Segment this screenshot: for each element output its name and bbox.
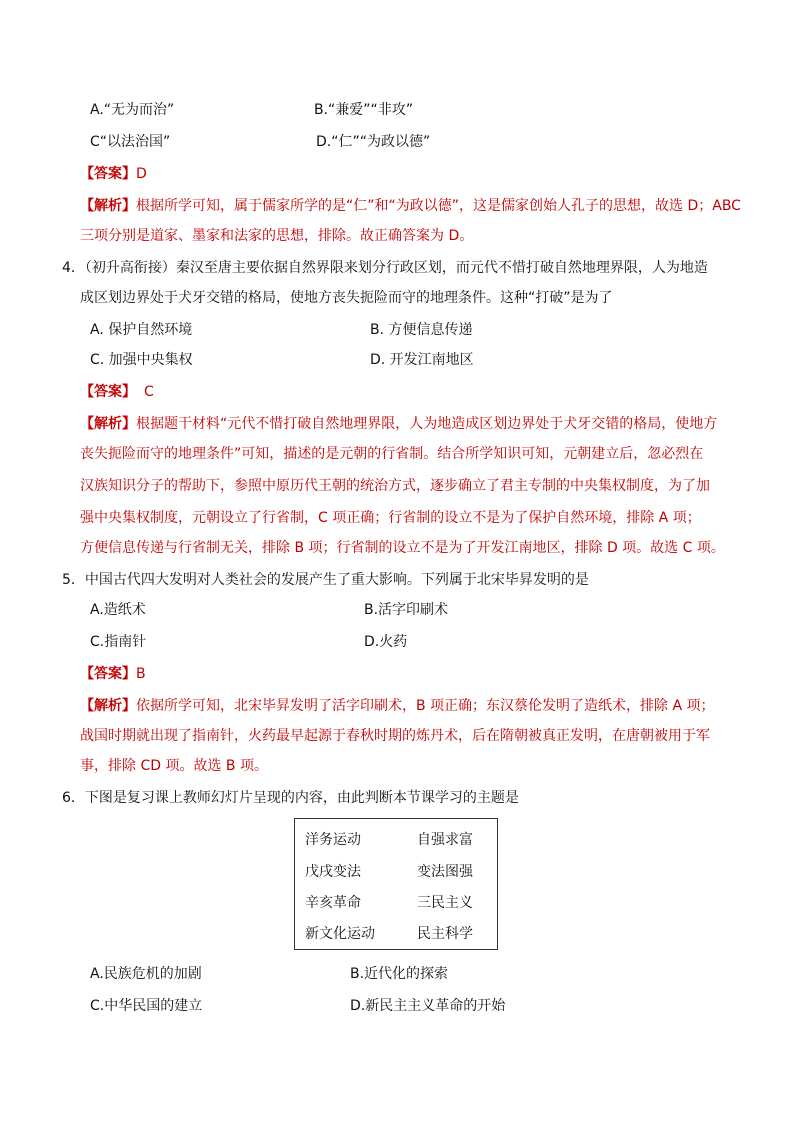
q3-option-a: A.“无为而治” <box>90 102 175 118</box>
q4-stem-line1: 4．（初升高衔接）秦汉至唐主要依据自然界限来划分行政区划，而元代不惜打破自然地理界限，人为地造 <box>62 260 708 276</box>
analysis-text: 依据所学可知，北宋毕昇发明了活字印刷术，B 项正确；东汉蔡伦发明了造纸术，排除 A 项； <box>136 698 715 714</box>
q4-analysis-line2: 丧失扼险而守的地理条件”可知，描述的是元朝的行省制。结合所学知识可知，元朝建立后，忽必烈在 <box>80 446 704 462</box>
q4-answer <box>80 382 154 402</box>
q5-answer <box>80 664 146 684</box>
table-cell: 民主科学 <box>417 926 473 942</box>
q4-option-a: A. 保护自然环境 <box>90 322 193 338</box>
q3-analysis-line2: 三项分别是道家、墨家和法家的思想，排除。故正确答案为 D。 <box>80 228 474 244</box>
answer-label: 【答案】 <box>80 166 136 182</box>
q4-option-d: D. 开发江南地区 <box>370 352 474 368</box>
q4-option-c: C. 加强中央集权 <box>90 352 193 368</box>
q3-answer <box>80 164 147 184</box>
q6-option-c: C.中华民国的建立 <box>90 998 203 1014</box>
q4-analysis-line1 <box>80 414 717 434</box>
table-cell: 新文化运动 <box>305 926 375 942</box>
answer-value: D <box>136 166 147 182</box>
q5-option-d: D.火药 <box>364 634 408 650</box>
answer-label: 【答案】 <box>80 384 136 400</box>
q3-option-b: B.“兼爱”“非攻” <box>314 102 414 118</box>
q5-option-c: C.指南针 <box>90 634 147 650</box>
analysis-text: 根据所学可知，属于儒家所学的是“仁”和“为政以德”，这是儒家创始人孔子的思想，故选 D；ABC <box>136 198 741 214</box>
table-cell: 变法图强 <box>417 864 473 880</box>
answer-label: 【答案】 <box>80 666 136 682</box>
table-cell: 三民主义 <box>417 895 473 911</box>
q6-option-a: A.民族危机的加剧 <box>90 966 202 982</box>
analysis-label: 【解析】 <box>80 198 136 214</box>
analysis-label: 【解析】 <box>80 698 136 714</box>
table-cell: 戊戌变法 <box>305 864 361 880</box>
q3-option-c: C“以法治国” <box>90 134 171 150</box>
q5-analysis-line3: 事，排除 CD 项。故选 B 项。 <box>80 758 268 774</box>
q4-stem-line2: 成区划边界处于犬牙交错的格局，使地方丧失扼险而守的地理条件。这种“打破”是为了 <box>80 290 613 306</box>
q5-option-b: B.活字印刷术 <box>364 602 449 618</box>
q4-option-b: B. 方便信息传递 <box>370 322 473 338</box>
q4-analysis-line3: 汉族知识分子的帮助下，参照中原历代王朝的统治方式，逐步确立了君主专制的中央集权制度，为了加 <box>80 478 710 494</box>
table-cell: 自强求富 <box>417 832 473 848</box>
q5-option-a: A.造纸术 <box>90 602 146 618</box>
q5-stem: 5．中国古代四大发明对人类社会的发展产生了重大影响。下列属于北宋毕昇发明的是 <box>62 572 589 588</box>
table-cell: 辛亥革命 <box>305 895 361 911</box>
q4-analysis-line5: 方便信息传递与行省制无关，排除 B 项；行省制的设立不是为了开发江南地区，排除 D 项。故选 C 项。 <box>80 540 725 556</box>
q5-analysis-line1 <box>80 696 715 716</box>
q6-stem: 6．下图是复习课上教师幻灯片呈现的内容，由此判断本节课学习的主题是 <box>62 790 519 806</box>
table-cell: 洋务运动 <box>305 832 361 848</box>
q6-option-b: B.近代化的探索 <box>350 966 449 982</box>
analysis-text: 根据题干材料“元代不惜打破自然地理界限，人为地造成区划边界处于犬牙交错的格局，使地方 <box>136 416 718 432</box>
analysis-label: 【解析】 <box>80 416 136 432</box>
q5-analysis-line2: 战国时期就出现了指南针，火药最早起源于春秋时期的炼丹术，后在隋朝被真正发明，在唐朝被用于军 <box>80 728 710 744</box>
answer-value: C <box>144 384 154 400</box>
q3-option-d: D.“仁”“为政以德” <box>316 134 431 150</box>
q6-option-d: D.新民主主义革命的开始 <box>350 998 506 1014</box>
answer-value: B <box>136 666 146 682</box>
q3-analysis-line1 <box>80 196 741 216</box>
slide-content-box <box>294 818 498 950</box>
q4-analysis-line4: 强中央集权制度，元朝设立了行省制，C 项正确；行省制的设立不是为了保护自然环境，排除 A 项； <box>80 510 701 526</box>
